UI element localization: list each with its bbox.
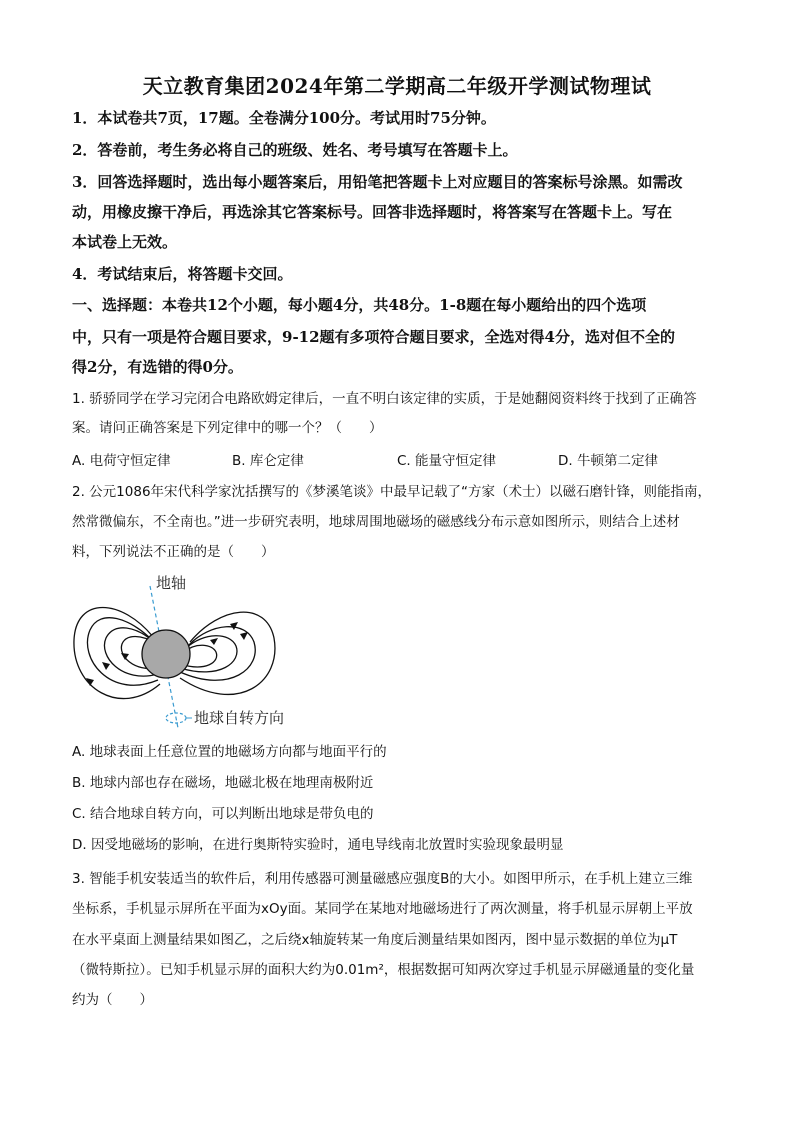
q2-option-a: A. 地球表面上任意位置的地磁场方向都与地面平行的 (72, 744, 387, 760)
section-heading-line2: 中，只有一项是符合题目要求，9-12题有多项符合题目要求，全选对得4分，选对但不全的 (72, 328, 675, 346)
page-title: 天立教育集团2024年第二学期高二年级开学测试物理试 (142, 74, 652, 98)
question-2-line2: 然常微偏东，不全南也。”进一步研究表明，地球周围地磁场的磁感线分布示意如图所示，则结合上述材 (72, 514, 680, 530)
instruction-3-cont: 动，用橡皮擦干净后，再选涂其它答案标号。回答非选择题时，将答案写在答题卡上。写在 (72, 203, 673, 221)
instruction-2: 2．答卷前，考生务必将自己的班级、姓名、考号填写在答题卡上。 (72, 141, 518, 159)
instruction-3: 3．回答选择题时，选出每小题答案后，用铅笔把答题卡上对应题目的答案标号涂黑。如需改 (72, 173, 683, 191)
question-2-line3: 料，下列说法不正确的是（ ） (72, 544, 275, 560)
section-heading-line3: 得2分，有选错的得0分。 (72, 358, 243, 376)
q1-option-a: A. 电荷守恒定律 (72, 453, 171, 469)
instruction-1: 1．本试卷共7页，17题。全卷满分100分。考试用时75分钟。 (72, 109, 496, 127)
question-3-line5: 约为（ ） (72, 992, 153, 1008)
geomagnetic-field-figure (70, 568, 300, 733)
rotation-label: 地球自转方向 (194, 709, 285, 727)
q1-option-c: C. 能量守恒定律 (397, 453, 497, 469)
axis-label: 地轴 (156, 574, 187, 592)
q2-option-b: B. 地球内部也存在磁场，地磁北极在地理南极附近 (72, 775, 374, 791)
earth-globe (142, 630, 190, 678)
question-1-line2: 案。请问正确答案是下列定律中的哪一个？（ ） (72, 420, 383, 436)
q2-option-d: D. 因受地磁场的影响，在进行奥斯特实验时，通电导线南北放置时实验现象最明显 (72, 837, 564, 853)
question-1-line1: 1. 骄骄同学在学习完闭合电路欧姆定律后，一直不明白该定律的实质，于是她翻阅资料终于找到了正确答 (72, 391, 697, 407)
question-3-line4: （微特斯拉）。已知手机显示屏的面积大约为0.01m²，根据数据可知两次穿过手机显示屏磁通量的变化量 (72, 962, 695, 978)
instruction-3-cont2: 本试卷上无效。 (72, 233, 178, 251)
section-heading-line1: 一、选择题：本卷共12个小题，每小题4分，共48分。1-8题在每小题给出的四个选项 (72, 296, 647, 314)
q1-option-d: D. 牛顿第二定律 (558, 453, 658, 469)
q1-option-b: B. 库仑定律 (232, 453, 304, 469)
question-3-line3: 在水平桌面上测量结果如图乙，之后绕x轴旋转某一角度后测量结果如图丙，图中显示数据的单位为μT (72, 932, 678, 948)
q2-option-c: C. 结合地球自转方向，可以判断出地球是带负电的 (72, 806, 374, 822)
field-lines-right (180, 612, 275, 694)
question-2-line1: 2. 公元1086年宋代科学家沈括撰写的《梦溪笔谈》中最早记载了“方家（术士）以磁石磨针锋，则能指南， (72, 484, 712, 500)
question-3-line2: 坐标系，手机显示屏所在平面为xOy面。某同学在某地对地磁场进行了两次测量，将手机显示屏朝上平放 (72, 901, 693, 917)
instruction-4: 4．考试结束后，将答题卡交回。 (72, 265, 293, 283)
question-3-line1: 3. 智能手机安装适当的软件后，利用传感器可测量磁感应强度B的大小。如图甲所示，在手机上建立三维 (72, 871, 693, 887)
